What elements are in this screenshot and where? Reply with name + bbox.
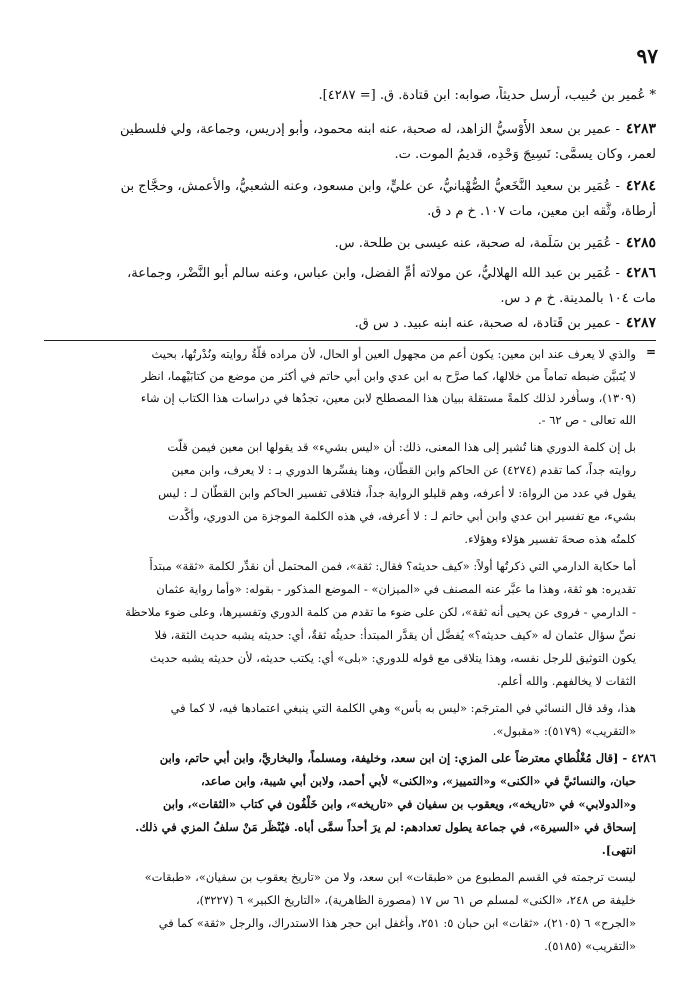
footnote-line: ٤٢٨٦ - [قال مُغْلُطاي معترضاً على المزي: إن ابن سعد، وخليفة، ومسلماً، والبخاريَّ، وابن أبي حاتم، وابن	[159, 751, 656, 765]
footnote-continuation-marker: =	[645, 345, 656, 359]
footnote-line: و«الدولابي» في «تاريخه»، ويعقوب بن سفيان في «تاريخه»، وابن خَلْفُون في كتاب «الثقات»، وابن	[162, 797, 636, 811]
footnote-line: يقول في عدد من الرواة: لا أعرفه، وهم قليلو الرواية جداً، فتلاقى تفسير الحاكم وابن القطَّان لـ : ليس	[158, 486, 636, 500]
entry-line	[44, 176, 656, 197]
entry-number: ٤٢٨٦	[625, 265, 656, 281]
footnote-line: (١٣٠٩)، وسأُفرد لذلك كلمةً مستقلة ببيان هذا المصطلح لابن معين، تجدُها في دراسات هذا الكتاب إن شاء	[140, 391, 636, 405]
entry-text: مات ١٠٤ بالمدينة. خ م د س.	[500, 291, 656, 306]
footnote-line: حبان، والنسائيَّ في «الكنى» و«التمييز»، و«الكنى» لأبي أحمد، ولابن أبي شيبة، وابن صاعد،	[200, 774, 636, 788]
footnote-line: نصِّ سؤال عثمان له «كيف حديثه؟» يُفضَّل أن يقدَّر المبتدأ: حديثُه ثقةٌ، أي: حديثه يشبه حديث الثقة، فلا	[154, 628, 636, 642]
footnote-line: «التقريب» (٥١٧٩): «مقبول».	[492, 724, 636, 738]
footnote-line: يكون التوثيق للرجل نفسه، وهذا يتلاقى مع قوله للدوري: «بلى» أي: يكتب حديثه، لأن حديثه يشبه حديث	[149, 651, 636, 665]
footnote-line: هذا، وقد قال النسائي في المترجَم: «ليس به بأس» وهي الكلمة التي ينبغي اعتمادها فيه، لا كما في	[170, 701, 636, 715]
entry-text: - عُمَير بن سَلَمة، له صحبة، عنه عيسى بن طلحة. س.	[334, 236, 620, 251]
entry-line	[44, 119, 656, 140]
footnote-line: روايته جداً، كما تقدم (٤٢٧٤) عن الحاكم وابن القطَّان، وهنا يفسِّرها الدوري بـ : لا يعرف، وابن معين	[171, 463, 636, 477]
footnote-line: ليست ترجمته في القسم المطبوع من «طبقات» ابن سعد، ولا من «تاريخ يعقوب بن سفيان»، «طبقات»	[144, 870, 636, 884]
entry-line	[44, 145, 656, 165]
footnote-line: تقديره: هو ثقة، وهذا ما عبَّر عنه المصنف في «الميزان» - الموضع المذكور - بقوله: «وأما رواية عثمان	[156, 582, 636, 596]
entry-number: ٤٢٨٣	[625, 121, 656, 137]
entry-number: ٤٢٨٥	[625, 235, 656, 251]
entry-text: لعمر، وكان يسمَّى: نَسِيجَ وَحْدِه، قديمُ الموت. ت.	[394, 147, 656, 162]
footnote-line: كلمتُه هذه صحةَ تفسير هؤلاء وهؤلاء.	[464, 532, 636, 546]
footnote-line: «التقريب» (٥١٨٥).	[544, 939, 636, 953]
footnote-line: لا يُتَبيَّن ضبطه تماماً من خلالها، كما صرَّح به ابن عدي وابن أبي حاتم في أكثر من موضع من كتابَيْهما، انظر	[141, 369, 636, 383]
footnote-line: خليفة ص ٢٤٨، «الكنى» لمسلم ص ٦١ س ١٧ (مصورة الظاهرية)، «التاريخ الكبير» ٦ (٣٢٢٧)،	[195, 893, 636, 907]
entry-line	[44, 202, 656, 222]
footnote-divider	[44, 340, 656, 341]
page-number: ٩٧	[636, 44, 658, 68]
footnote-line: بشيء، مع تفسير ابن عدي وابن أبي حاتم لـ : لا أعرفه، في هذه الكلمة الموجزة من الدوري، وأكَّدت	[168, 509, 636, 523]
entry-line	[44, 263, 656, 284]
footnote-line: الثقات لا يخالفهم. والله أعلم.	[497, 674, 636, 688]
footnote-line: انتهى].	[601, 843, 636, 857]
footnote-line: أما حكاية الدارمي التي ذكرتُها أولاً: «كيف حديثه؟ فقال: ثقة»، فمن المحتمل أن نقدِّر لكلمة «ثقة» مبتدأً	[149, 559, 636, 573]
entry-text: - عمير بن قَتادة، له صحبة، عنه ابنه عبيد. د س ق.	[354, 316, 620, 331]
footnote-line: الله تعالى - ص ٦٢ -.	[538, 413, 636, 427]
footnote-line: - الدارمي - فروى عن يحيى أنه ثقة»، لكن على ضوء ما تقدم من كلمة الدوري وتفسيرها، وعلى ضوء ملاحظة	[125, 605, 636, 619]
footnote-line: إسحاق في «السيرة»، في جماعة يطول تعدادهم: لم يرَ أحداً سمَّى أباه. فيُنْظَر مَنْ سلفُ المزي في ذلك.	[135, 820, 636, 834]
entry-text: - عمير بن سعد الأَوْسيُّ الزاهد، له صحبة، عنه ابنه محمود، وأبو إدريس، وجماعة، ولي فلسطين	[119, 122, 620, 137]
entry-line	[44, 289, 656, 309]
entry-text: - عُمَير بن عبد الله الهلاليُّ، عن مولاته أمِّ الفضل، وابن عباس، وعنه سالم أبو النَّضْر، وجماعة،	[127, 266, 620, 281]
footnote-line: «الجرح» ٦ (٢١٠٥)، «ثقات» ابن حبان ٥: ٢٥١، وأغفل ابن حجر هذا الاستدراك، والرجل «ثقة» كما في	[158, 916, 636, 930]
entry-line	[44, 233, 656, 254]
entry-text: * عُمير بن حُبيب، أرسل حديثاً، صوابه: ابن قتادة. ق. [= ٤٢٨٧].	[318, 88, 656, 103]
entry-line	[44, 86, 656, 106]
entry-number: ٤٢٨٤	[625, 178, 656, 194]
footnote-line: بل إن كلمة الدوري هنا تُشير إلى هذا المعنى، ذلك: أن «ليس بشيء» قد يقولها ابن معين فيمن قلَّت	[167, 440, 636, 454]
entry-line	[44, 313, 656, 334]
entry-text: - عُمَير بن سعيد النَّخَعيُّ الصُّهْبانيُّ، عن عليٍّ، وابن مسعود، وعنه الشعبيُّ، والأعمش، وحجَّاج بن	[120, 179, 620, 194]
footnote-line: والذي لا يعرف عند ابن معين: يكون أعم من مجهول العين أو الحال، لأن مراده قلَّةُ روايته ونُدْرتُها، بحيث	[151, 347, 636, 361]
entry-number: ٤٢٨٧	[625, 315, 656, 331]
entry-text: أرطاة، وثَّقه ابن معين، مات ١٠٧. خ م د ق.	[427, 204, 656, 219]
